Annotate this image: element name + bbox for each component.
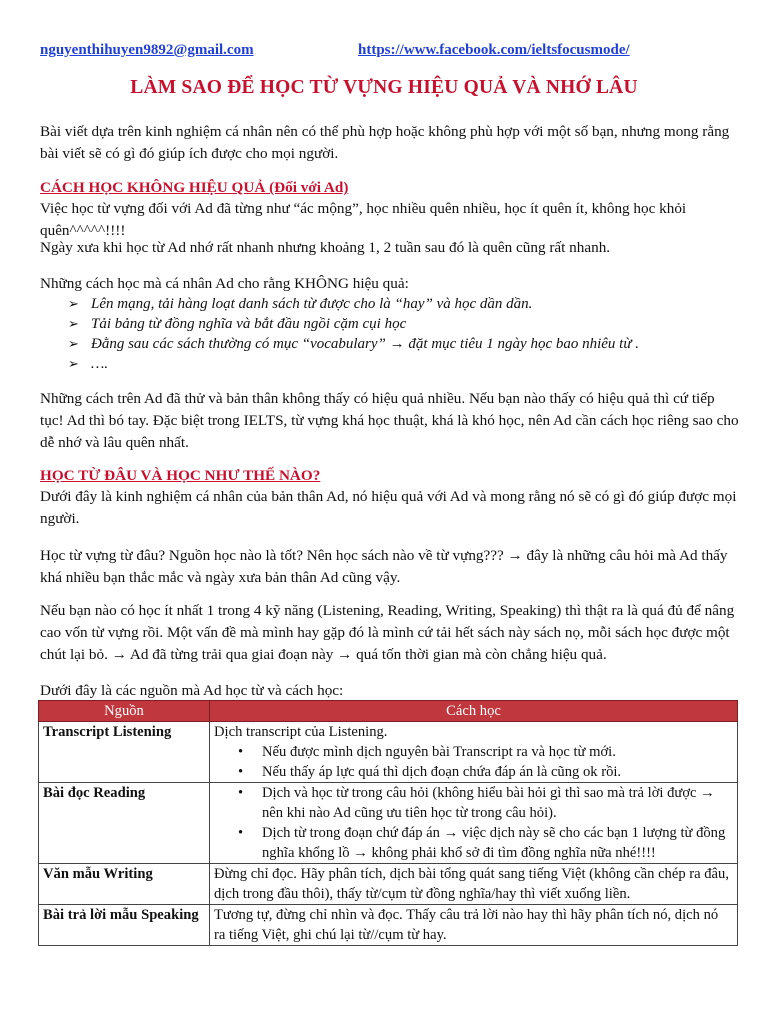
source-cell: Bài đọc Reading: [39, 783, 210, 864]
document-title: LÀM SAO ĐỂ HỌC TỪ VỰNG HIỆU QUẢ VÀ NHỚ LÂU: [130, 77, 638, 98]
method-cell: [210, 722, 738, 783]
source-cell: Transcript Listening: [39, 722, 210, 783]
section2-heading: HỌC TỪ ĐÂU VÀ HỌC NHƯ THẾ NÀO?: [40, 467, 321, 484]
method-cell: [210, 783, 738, 864]
table-row: [39, 905, 738, 946]
method-cell: Đừng chỉ đọc. Hãy phân tích, dịch bài tổng quát sang tiếng Việt (không cần chép ra đâu, dịch trong đầu thôi), thấy từ/cụm từ đồng nghĩa/hay thì viết xuống liền.: [210, 864, 738, 905]
source-cell: Văn mẫu Writing: [39, 864, 210, 905]
section2-paragraph-1: Dưới đây là kinh nghiệm cá nhân của bản thân Ad, nó hiệu quả với Ad và mong rằng nó sẽ có gì đó giúp được mọi người.: [40, 488, 737, 527]
source-cell: Bài trả lời mẫu Speaking: [39, 905, 210, 946]
list-item: • Dịch từ trong đoạn chứ đáp án → việc dịch này sẽ cho các bạn 1 lượng từ đồng nghĩa khổng lồ → không phải khổ sở đi tìm đồng nghĩa nữa nhé!!!!: [262, 823, 733, 863]
list-item: • Nếu thấy áp lực quá thì dịch đoạn chứa đáp án là cũng ok rồi.: [262, 762, 733, 782]
table-row: [39, 783, 738, 864]
section1-paragraph-2: Ngày xưa khi học từ Ad nhớ rất nhanh nhưng khoảng 1, 2 tuần sau đó là quên cũng rất nhanh.: [40, 239, 611, 256]
list-item-text: Lên mạng, tải hàng loạt danh sách từ được cho là “hay” và học dần dần.: [91, 296, 533, 312]
list-item-text: Đằng sau các sách thường có mục “vocabulary” → đặt mục tiêu 1 ngày học bao nhiêu từ .: [91, 336, 640, 352]
section1-paragraph-3: Những cách học mà cá nhân Ad cho rằng KHÔNG hiệu quả:: [40, 275, 409, 292]
list-item: • Nếu được mình dịch nguyên bài Transcript ra và học từ mới.: [262, 742, 733, 762]
list-item: • Dịch và học từ trong câu hỏi (không hiểu bài hỏi gì thì sao mà trả lời được → nên khi nào Ad cũng ưu tiên học từ trong câu hỏi).: [262, 783, 733, 823]
list-item-text: ….: [91, 356, 109, 372]
column-header-method: Cách học: [210, 701, 738, 722]
sources-table: [38, 700, 738, 946]
section2-paragraph-3: Nếu bạn nào có học ít nhất 1 trong 4 kỹ năng (Listening, Reading, Writing, Speaking) thì thật ra là quá đủ để nâng cao vốn từ vựng rồi. Một vấn đề mà mình hay gặp đó là mình cứ tải hết sách này sách nọ, mỗi sách học được một chút lại bỏ. → Ad đã từng trải qua giai đoạn này → quá tốn thời gian mà còn chẳng hiệu quả.: [40, 602, 735, 663]
arrow-bullet-icon: ➢: [68, 296, 79, 311]
facebook-link[interactable]: https://www.facebook.com/ieltsfocusmode/: [358, 42, 630, 58]
method-cell: Tương tự, đừng chỉ nhìn và đọc. Thấy câu trả lời nào hay thì hãy phân tích nó, dịch nó ra tiếng Việt, ghi chú lại từ//cụm từ hay.: [210, 905, 738, 946]
list-item-text: Tải bảng từ đồng nghĩa và bắt đầu ngồi cặm cụi học: [91, 316, 407, 332]
table-header-row: [39, 701, 738, 722]
intro-paragraph: Bài viết dựa trên kinh nghiệm cá nhân nên có thể phù hợp hoặc không phù hợp với một số bạn, nhưng mong rằng bài viết sẽ có gì đó giúp ích được cho mọi người.: [40, 123, 730, 162]
email-link[interactable]: nguyenthihuyen9892@gmail.com: [40, 42, 254, 58]
table-row: [39, 722, 738, 783]
section2-paragraph-4: Dưới đây là các nguồn mà Ad học từ và cách học:: [40, 682, 344, 699]
arrow-bullet-icon: ➢: [68, 356, 79, 371]
section1-heading: CÁCH HỌC KHÔNG HIỆU QUẢ (Đối với Ad): [40, 179, 349, 196]
method-text: Dịch transcript của Listening.: [214, 724, 388, 740]
section1-paragraph-4: Những cách trên Ad đã thử và bản thân không thấy có hiệu quả nhiều. Nếu bạn nào thấy có hiệu quả thì cứ tiếp tục! Ad thì bó tay. Đặc biệt trong IELTS, từ vựng khá học thuật, khá là khó học, nên Ad cần cách học riêng sao cho dễ nhớ và lâu quên nhất.: [40, 390, 739, 451]
arrow-bullet-icon: ➢: [68, 336, 79, 351]
arrow-bullet-icon: ➢: [68, 316, 79, 331]
section2-paragraph-2: Học từ vựng từ đâu? Nguồn học nào là tốt? Nên học sách nào về từ vựng??? → đây là những câu hỏi mà Ad thấy khá nhiều bạn thắc mắc và ngày xưa bản thân Ad cũng vậy.: [40, 547, 728, 586]
column-header-source: Nguồn: [39, 701, 210, 722]
section1-paragraph-1: Việc học từ vựng đối với Ad đã từng như “ác mộng”, học nhiều quên nhiều, học ít quên ít, không học khỏi quên^^^^^!!!!: [40, 200, 687, 239]
table-row: [39, 864, 738, 905]
